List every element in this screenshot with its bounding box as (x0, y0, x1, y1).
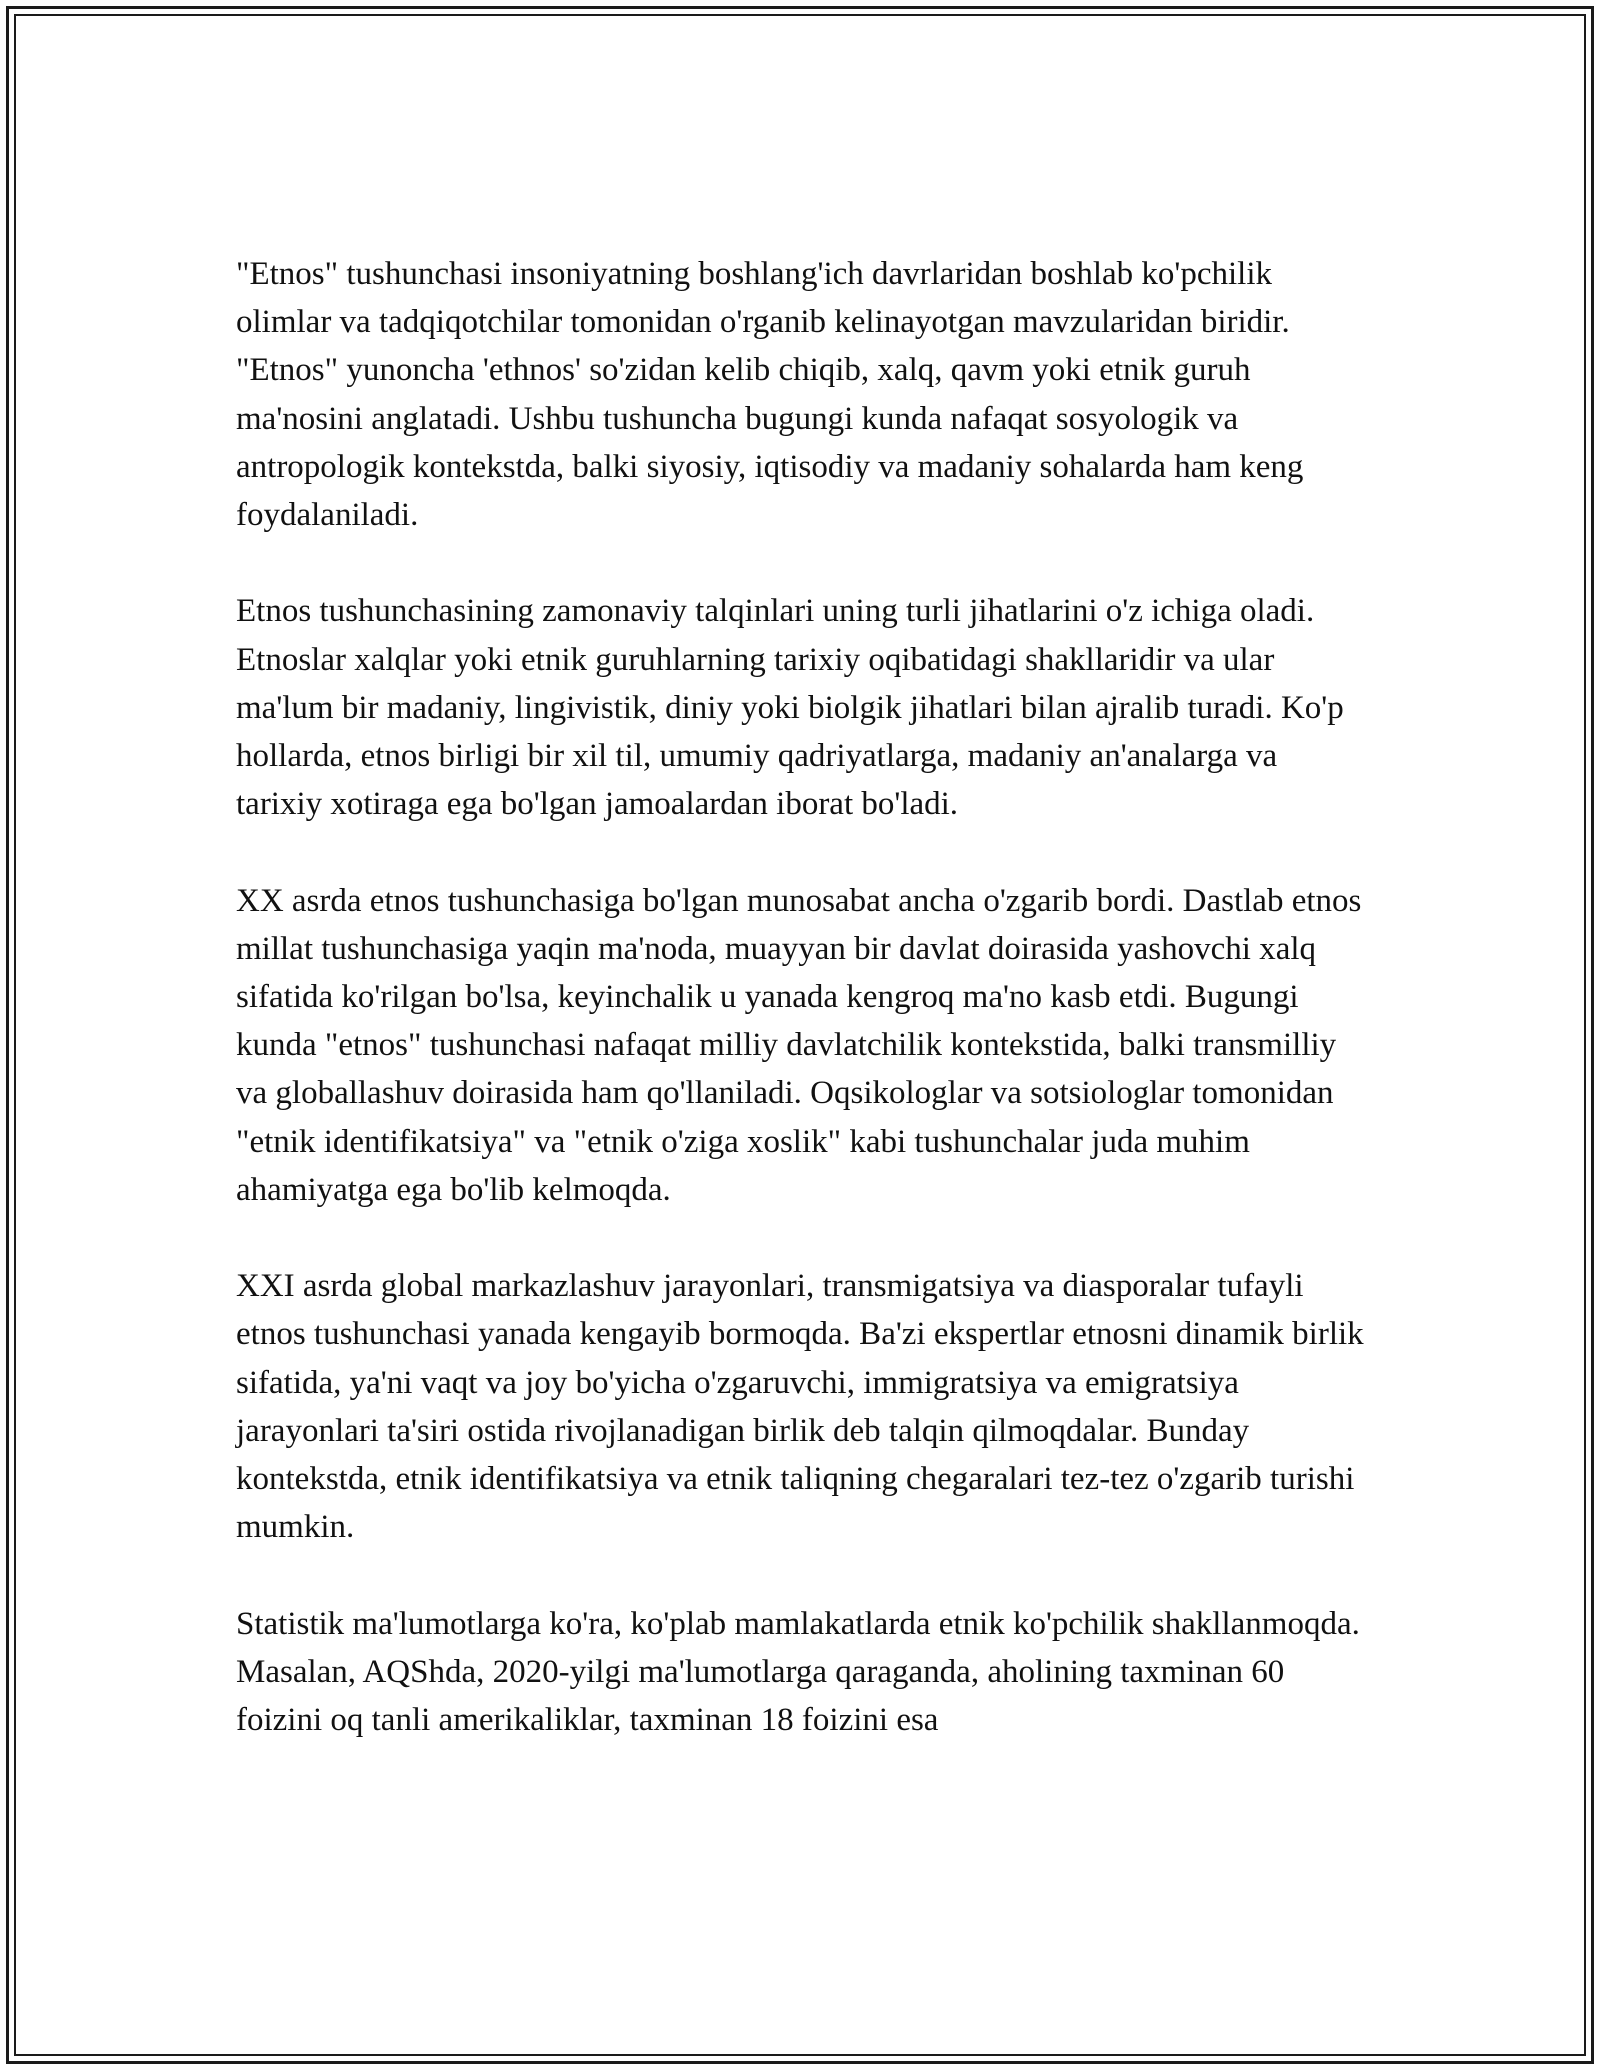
paragraph-20th-century: XX asrda etnos tushunchasiga bo'lgan munosabat ancha o'zgarib bordi. Dastlab etnos millat tushunchasiga yaqin ma'noda, muayyan bir davlat doirasida yashovchi xalq sifatida ko'rilgan bo'lsa, keyinchalik u yanada kengroq ma'no kasb etdi. Bugungi kunda "etnos" tushunchasi nafaqat milliy davlatchilik kontekstida, balki transmilliy va globallashuv doirasida ham qo'llaniladi. Oqsikologlar va sotsiologlar tomonidan "etnik identifikatsiya" va "etnik o'ziga xoslik" kabi tushunchalar juda muhim ahamiyatga ega bo'lib kelmoqda. (236, 882, 1362, 1208)
paragraph-21st-century: XXI asrda global markazlashuv jarayonlari, transmigatsiya va diasporalar tufayli etnos tushunchasi yanada kengayib bormoqda. Ba'zi ekspertlar etnosni dinamik birlik sifatida, ya'ni vaqt va joy bo'yicha o'zgaruvchi, immigratsiya va emigratsiya jarayonlari ta'siri ostida rivojlanadigan birlik deb talqin qilmoqdalar. Bunday kontekstda, etnik identifikatsiya va etnik taliqning chegaralari tez-tez o'zgarib turishi mumkin. (236, 1268, 1364, 1546)
paragraph-modern-interpretations: Etnos tushunchasining zamonaviy talqinlari uning turli jihatlarini o'z ichiga oladi. Etnoslar xalqlar yoki etnik guruhlarning tarixiy oqibatidagi shakllaridir va ular ma'lum bir madaniy, lingivistik, diniy yoki biolgik jihatlari bilan ajralib turadi. Ko'p hollarda, etnos birligi bir xil til, umumiy qadriyatlarga, madaniy an'analarga va tarixiy xotiraga ega bo'lgan jamoalardan iborat bo'ladi. (236, 593, 1344, 823)
document-body (236, 250, 1366, 1792)
paragraph-statistics: Statistik ma'lumotlarga ko'ra, ko'plab mamlakatlarda etnik ko'pchilik shakllanmoqda. Masalan, AQShda, 2020-yilgi ma'lumotlarga qaraganda, aholining taxminan 60 foizini oq tanli amerikaliklar, taxminan 18 foizini esa (236, 1605, 1360, 1739)
paragraph-etnos-definition: "Etnos" tushunchasi insoniyatning boshlang'ich davrlaridan boshlab ko'pchilik olimlar va tadqiqotchilar tomonidan o'rganib kelinayotgan mavzularidan biridir. "Etnos" yunoncha 'ethnos' so'zidan kelib chiqib, xalq, qavm yoki etnik guruh ma'nosini anglatadi. Ushbu tushuncha bugungi kunda nafaqat sosyologik va antropologik kontekstda, balki siyosiy, iqtisodiy va madaniy sohalarda ham keng foydalaniladi. (236, 256, 1304, 534)
